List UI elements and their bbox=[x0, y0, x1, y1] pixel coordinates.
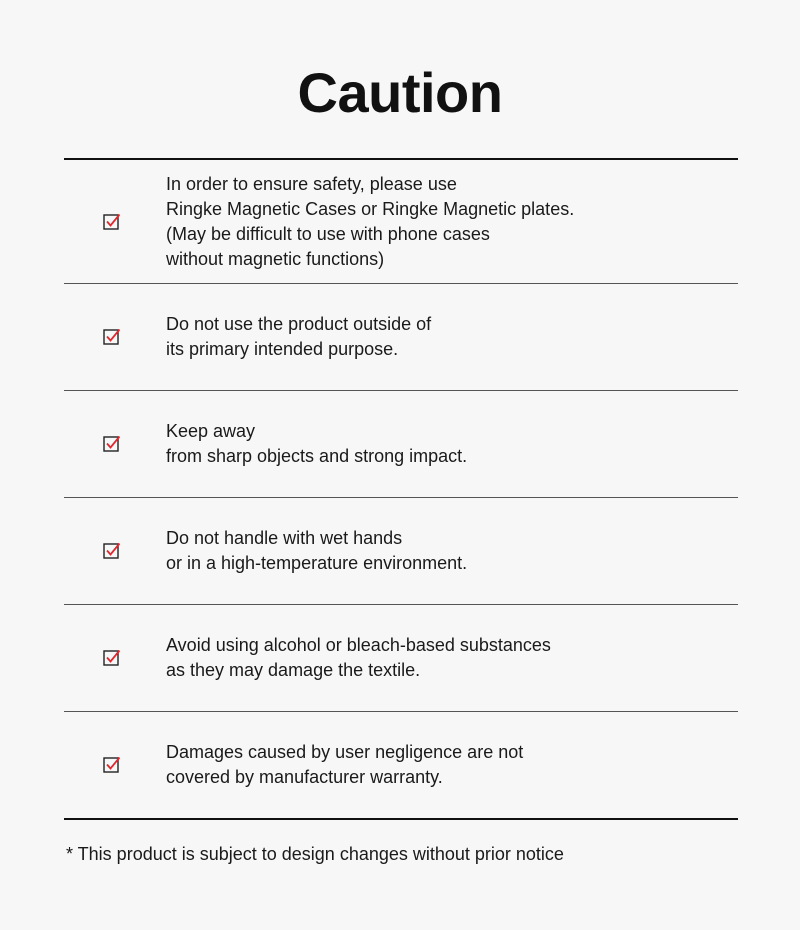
checkbox-checked-icon bbox=[103, 756, 121, 774]
checkbox-checked-icon bbox=[103, 328, 121, 346]
caution-text: Keep away from sharp objects and strong impact. bbox=[166, 421, 468, 466]
caution-text: In order to ensure safety, please use Ringke Magnetic Cases or Ringke Magnetic plates. (May be difficult to use with phone cases without magnetic functions) bbox=[166, 173, 575, 269]
caution-text: Avoid using alcohol or bleach-based substances as they may damage the textile. bbox=[166, 635, 551, 680]
checkbox-checked-icon bbox=[103, 213, 121, 231]
list-item bbox=[64, 283, 738, 390]
page-title: Caution bbox=[297, 61, 503, 124]
list-item bbox=[64, 604, 738, 711]
caution-text: Damages caused by user negligence are not covered by manufacturer warranty. bbox=[166, 742, 524, 787]
list-item bbox=[64, 711, 738, 818]
caution-list bbox=[64, 158, 738, 820]
checkbox-checked-icon bbox=[103, 542, 121, 560]
checkbox-checked-icon bbox=[103, 435, 121, 453]
list-item bbox=[64, 160, 738, 283]
list-item bbox=[64, 390, 738, 497]
list-item bbox=[64, 497, 738, 604]
footnote: * This product is subject to design changes without prior notice bbox=[66, 844, 564, 864]
caution-text: Do not handle with wet hands or in a high-temperature environment. bbox=[166, 528, 468, 573]
caution-text: Do not use the product outside of its primary intended purpose. bbox=[166, 314, 432, 359]
checkbox-checked-icon bbox=[103, 649, 121, 667]
